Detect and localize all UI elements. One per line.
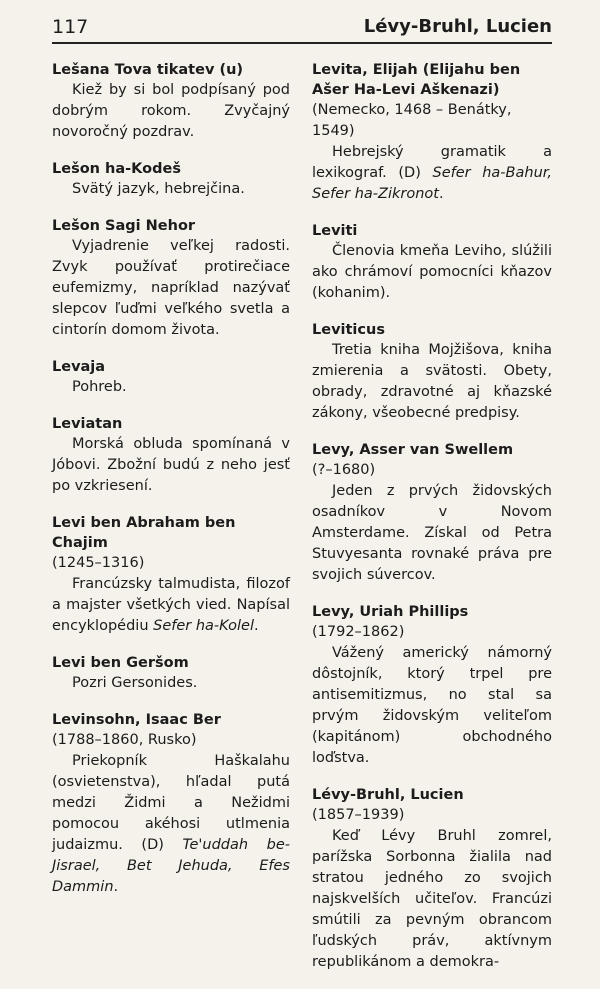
entry <box>52 357 290 398</box>
page-number: 117 <box>52 16 89 38</box>
entry-work-title: Sefer ha-Bahur, Sefer ha-Zikronot <box>312 165 552 202</box>
entry-term: Lešon ha-Kodeš <box>52 161 181 177</box>
left-column <box>52 60 290 914</box>
entry-definition <box>312 142 552 205</box>
entry-definition-end: . <box>438 186 444 202</box>
entry-term: Lešon Sagi Nehor <box>52 218 196 234</box>
entry <box>52 653 290 694</box>
entry-definition: Tretia kniha Mojžišova, kniha zmierenia a svätosti. Obety, obrady, zdravotné aj kňazské zákony, všeobecné predpisy. <box>312 342 552 421</box>
entry-definition-text: Hebrejský gramatik a lexikograf. (D) <box>312 144 552 181</box>
entry-term: Leviticus <box>312 322 385 338</box>
entry-term: Lešana Tova tikatev (u) <box>52 62 244 78</box>
entry-definition: Vážený americký námorný dôstojník, ktorý trpel pre antisemitizmus, no stal sa prvým židovským veliteľom (kapitánom) obchodného loďstva. <box>312 645 552 766</box>
entry-definition <box>52 574 290 637</box>
entry <box>312 440 552 586</box>
entry <box>312 602 552 769</box>
entry-definition-end: . <box>254 618 259 634</box>
entry-definition: Morská obluda spomínaná v Jóbovi. Zbožní budú z neho jesť po vzkriesení. <box>52 436 290 494</box>
running-head: Lévy-Bruhl, Lucien <box>363 16 552 37</box>
entry-term: Levaja <box>52 359 106 375</box>
entry <box>52 216 290 341</box>
entry-definition: Pozri Gersonides. <box>72 675 198 691</box>
entry-definition-text: Priekopník Haškalahu (osvietenstva), hľadal putá medzi Židmi a Nežidmi pomocou akéhosi utlmenia judaizmu. (D) <box>52 753 290 853</box>
entry-term: Levy, Uriah Phillips <box>312 604 469 620</box>
entry-definition: Členovia kmeňa Leviho, slúžili ako chrámoví pomocníci kňazov (kohanim). <box>312 243 552 301</box>
entry <box>312 221 552 304</box>
entry-term: Lévy-Bruhl, Lucien <box>312 787 464 803</box>
entry-definition: Vyjadrenie veľkej radosti. Zvyk používať protirečiace eufemizmy, napríklad nazývať slepcov ľuďmi veľkého svetla a cintorín domom života. <box>52 238 290 338</box>
entry <box>312 785 552 973</box>
entry-definition: Svätý jazyk, hebrejčina. <box>72 181 245 197</box>
entry <box>52 513 290 637</box>
entry-term: Leviatan <box>52 416 123 432</box>
entry-dates: (?–1680) <box>312 462 376 478</box>
entry-term: Levinsohn, Isaac Ber <box>52 712 221 728</box>
entry <box>312 320 552 424</box>
entry <box>52 414 290 497</box>
entry-definition-text: Francúzsky talmudista, filozof a majster všetkých vied. Napísal encyklopédiu <box>52 576 290 634</box>
entry-term: Levi ben Abraham ben Chajim <box>52 515 236 551</box>
entry-dates: (1788–1860, Rusko) <box>52 732 197 748</box>
entry-work-title: Te'uddah be-Jisrael, Bet Jehuda, Efes Dammin <box>52 837 290 895</box>
entry <box>312 60 552 205</box>
entry-dates: (Nemecko, 1468 – Benátky, 1549) <box>312 102 512 139</box>
entry <box>52 159 290 200</box>
entry-definition: Pohreb. <box>72 379 127 395</box>
page-header <box>52 14 552 44</box>
entry-dates: (1792–1862) <box>312 624 405 640</box>
entry-term: Levi ben Geršom <box>52 655 189 671</box>
entry-definition: Kiež by si bol podpísaný pod dobrým rokom. Zvyčajný novoročný pozdrav. <box>52 82 290 140</box>
entry-term: Leviti <box>312 223 358 239</box>
right-column <box>312 60 552 989</box>
entry-dates: (1245–1316) <box>52 555 145 571</box>
entry-definition <box>52 751 290 898</box>
entry <box>52 710 290 898</box>
entry-definition-end: . <box>113 879 119 895</box>
entry <box>52 60 290 143</box>
entry-term: Levy, Asser van Swellem <box>312 442 514 458</box>
entry-definition: Jeden z prvých židovských osadníkov v Novom Amsterdame. Získal od Petra Stuvyesanta rovnaké práva pre svojich súvercov. <box>312 483 552 583</box>
entry-work-title: Sefer ha-Kolel <box>153 618 254 634</box>
entry-definition: Keď Lévy Bruhl zomrel, parížska Sorbonna žialila nad stratou jedného zo svojich najskvelších učiteľov. Francúzi smútili za pevným obrancom ľudských práv, aktívnym republikánom a demokra- <box>312 828 552 970</box>
entry-term: Levita, Elijah (Elijahu ben Ašer Ha-Levi Aškenazi) <box>312 62 521 98</box>
entry-dates: (1857–1939) <box>312 807 405 823</box>
